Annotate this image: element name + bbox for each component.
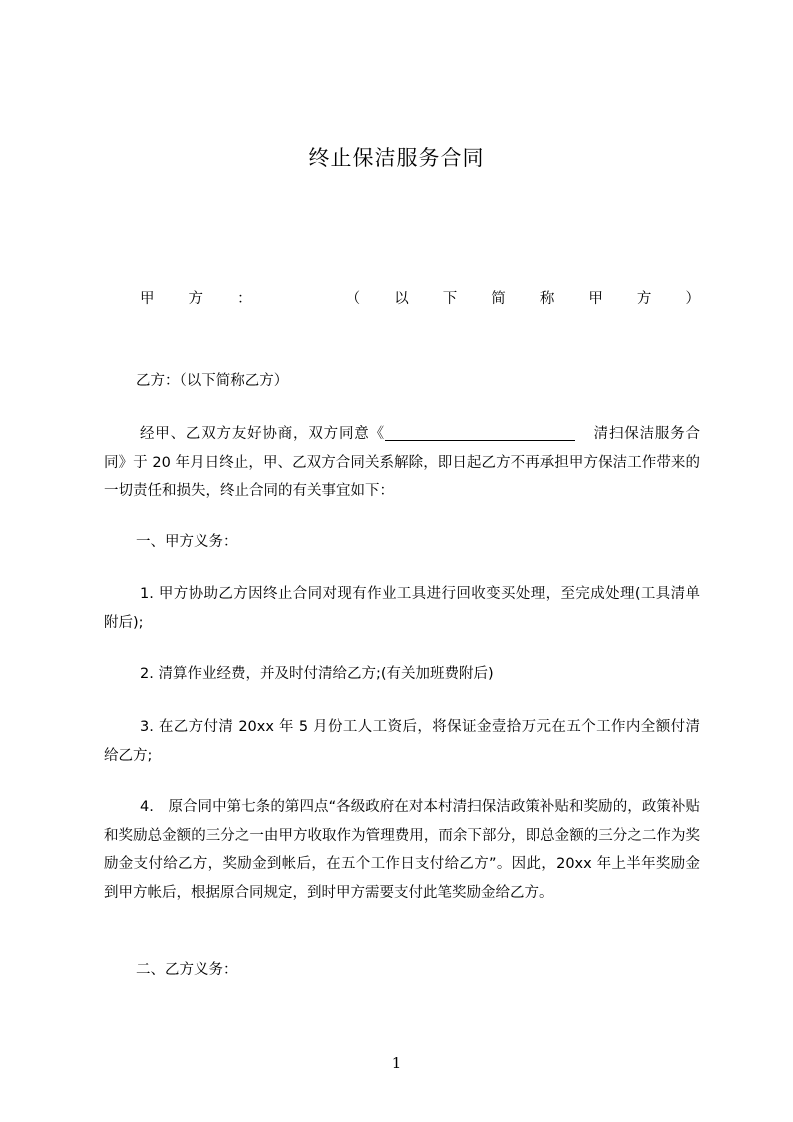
party-a-line [140,287,700,308]
party-b-line: 乙方：（以下简称乙方） [136,373,289,389]
intro-paragraph [104,420,700,506]
party-a-char: 下 [442,291,458,307]
item-1: 1. 甲方协助乙方因终止合同对现有作业工具进行回收变买处理，至完成处理(工具清单附后); [104,586,700,631]
intro-text-rest: 清扫保洁服务合同》于 20 年月日终止，甲、乙双方合同关系解除，即日起乙方不再承担甲方保洁工作带来的一切责任和损失，终止合同的有关事宜如下： [104,426,701,499]
document-title: 终止保洁服务合同 [308,146,485,170]
party-a-char: 甲 [588,291,603,307]
party-a-char: （ [345,291,361,307]
page-number: 1 [391,1054,402,1072]
item-3: 3. 在乙方付清 20xx 年 5 月份工人工资后，将保证金壹拾万元在五个工作内全额付清给乙方; [104,719,700,764]
party-a-char: ： [237,291,252,307]
party-a-char: 方 [636,291,652,307]
party-a-char: 方 [188,291,204,307]
section-1-heading: 一、甲方义务： [136,534,238,550]
party-a-char: 以 [394,291,409,307]
contract-name-blank [385,424,575,441]
party-a-char: 甲 [140,291,155,307]
party-a-char: ） [685,291,700,307]
section-2-heading: 二、乙方义务： [136,962,238,978]
intro-text-start: 经甲、乙双方友好协商，双方同意《 [140,426,385,442]
party-a-char: 简 [491,291,506,307]
party-a-char: 称 [539,291,555,307]
item-2: 2. 清算作业经费，并及时付清给乙方;(有关加班费附后) [140,666,494,682]
item-4: 4. 原合同中第七条的第四点“各级政府在对本村清扫保洁政策补贴和奖励的，政策补贴和奖励总金额的三分之一由甲方收取作为管理费用，而余下部分，即总金额的三分之二作为奖励金支付给乙方，奖励金到帐后，在五个工作日支付给乙方”。因此，20xx 年上半年奖励金到甲方帐后，根据原合同规定，到时甲方需要支付此笔奖励金给乙方。 [104,799,700,901]
